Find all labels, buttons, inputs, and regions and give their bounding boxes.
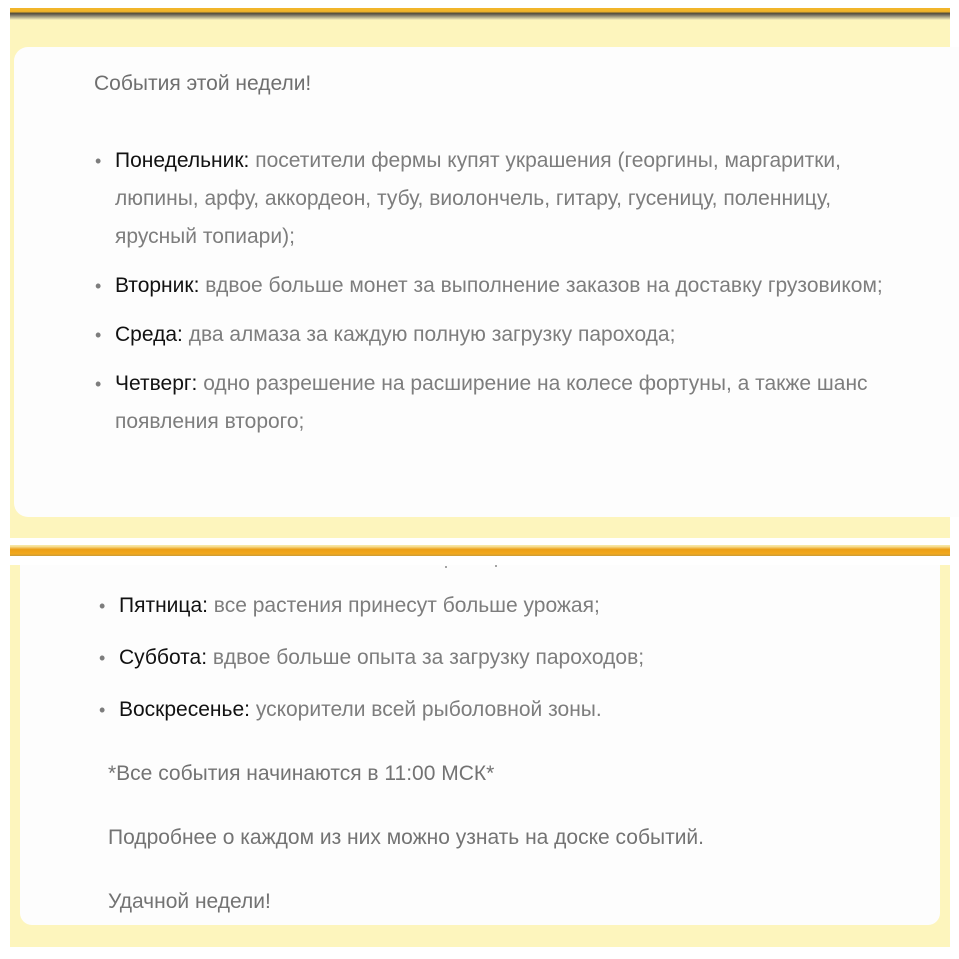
middle-gold-bar [10, 545, 950, 556]
event-day-label: Вторник: [115, 274, 200, 297]
bullet-icon: • [99, 700, 106, 720]
event-item-sunday [99, 691, 889, 729]
event-item-monday [95, 142, 885, 256]
events-list-part-2 [99, 587, 889, 743]
event-day-label: Воскресенье: [119, 698, 250, 721]
event-description: вдвое больше монет за выполнение заказов на доставку грузовиком; [205, 274, 883, 297]
bullet-icon: • [95, 151, 102, 171]
event-day-label: Среда: [115, 323, 183, 346]
top-gold-bar [10, 8, 950, 20]
bullet-icon: • [99, 596, 106, 616]
bullet-icon: • [95, 374, 102, 394]
event-day-label: Пятница: [119, 594, 208, 617]
event-description: два алмаза за каждую полную загрузку парохода; [188, 323, 676, 346]
bullet-icon: • [95, 276, 102, 296]
event-item-thursday [95, 365, 885, 441]
bullet-icon: • [99, 648, 106, 668]
event-day-label: Понедельник: [115, 149, 250, 172]
artifact-dot [445, 566, 447, 568]
event-description: все растения принесут больше урожая; [213, 594, 600, 617]
event-day-label: Суббота: [119, 646, 208, 669]
start-time-note: *Все события начинаются в 11:00 МСК* [108, 762, 495, 785]
event-item-tuesday [95, 267, 885, 305]
page-title: События этой недели! [94, 72, 312, 95]
event-description: вдвое больше опыта за загрузку пароходов; [212, 646, 645, 669]
event-item-saturday [99, 639, 889, 677]
bullet-icon: • [95, 325, 102, 345]
event-item-friday [99, 587, 889, 625]
event-item-wednesday [95, 316, 885, 354]
details-note: Подробнее о каждом из них можно узнать на доске событий. [108, 826, 704, 849]
event-day-label: Четверг: [115, 372, 198, 395]
artifact-dot [495, 565, 497, 567]
event-description: одно разрешение на расширение на колесе фортуны, а также шанс появления второго; [115, 372, 868, 433]
event-description: посетители фермы купят украшения (георгины, маргаритки, люпины, арфу, аккордеон, тубу, виолончель, гитару, гусеницу, поленницу, ярусный топиари); [115, 149, 841, 248]
event-description: ускорители всей рыболовной зоны. [255, 698, 602, 721]
events-list-part-1 [95, 142, 885, 452]
farewell-note: Удачной недели! [108, 890, 271, 913]
